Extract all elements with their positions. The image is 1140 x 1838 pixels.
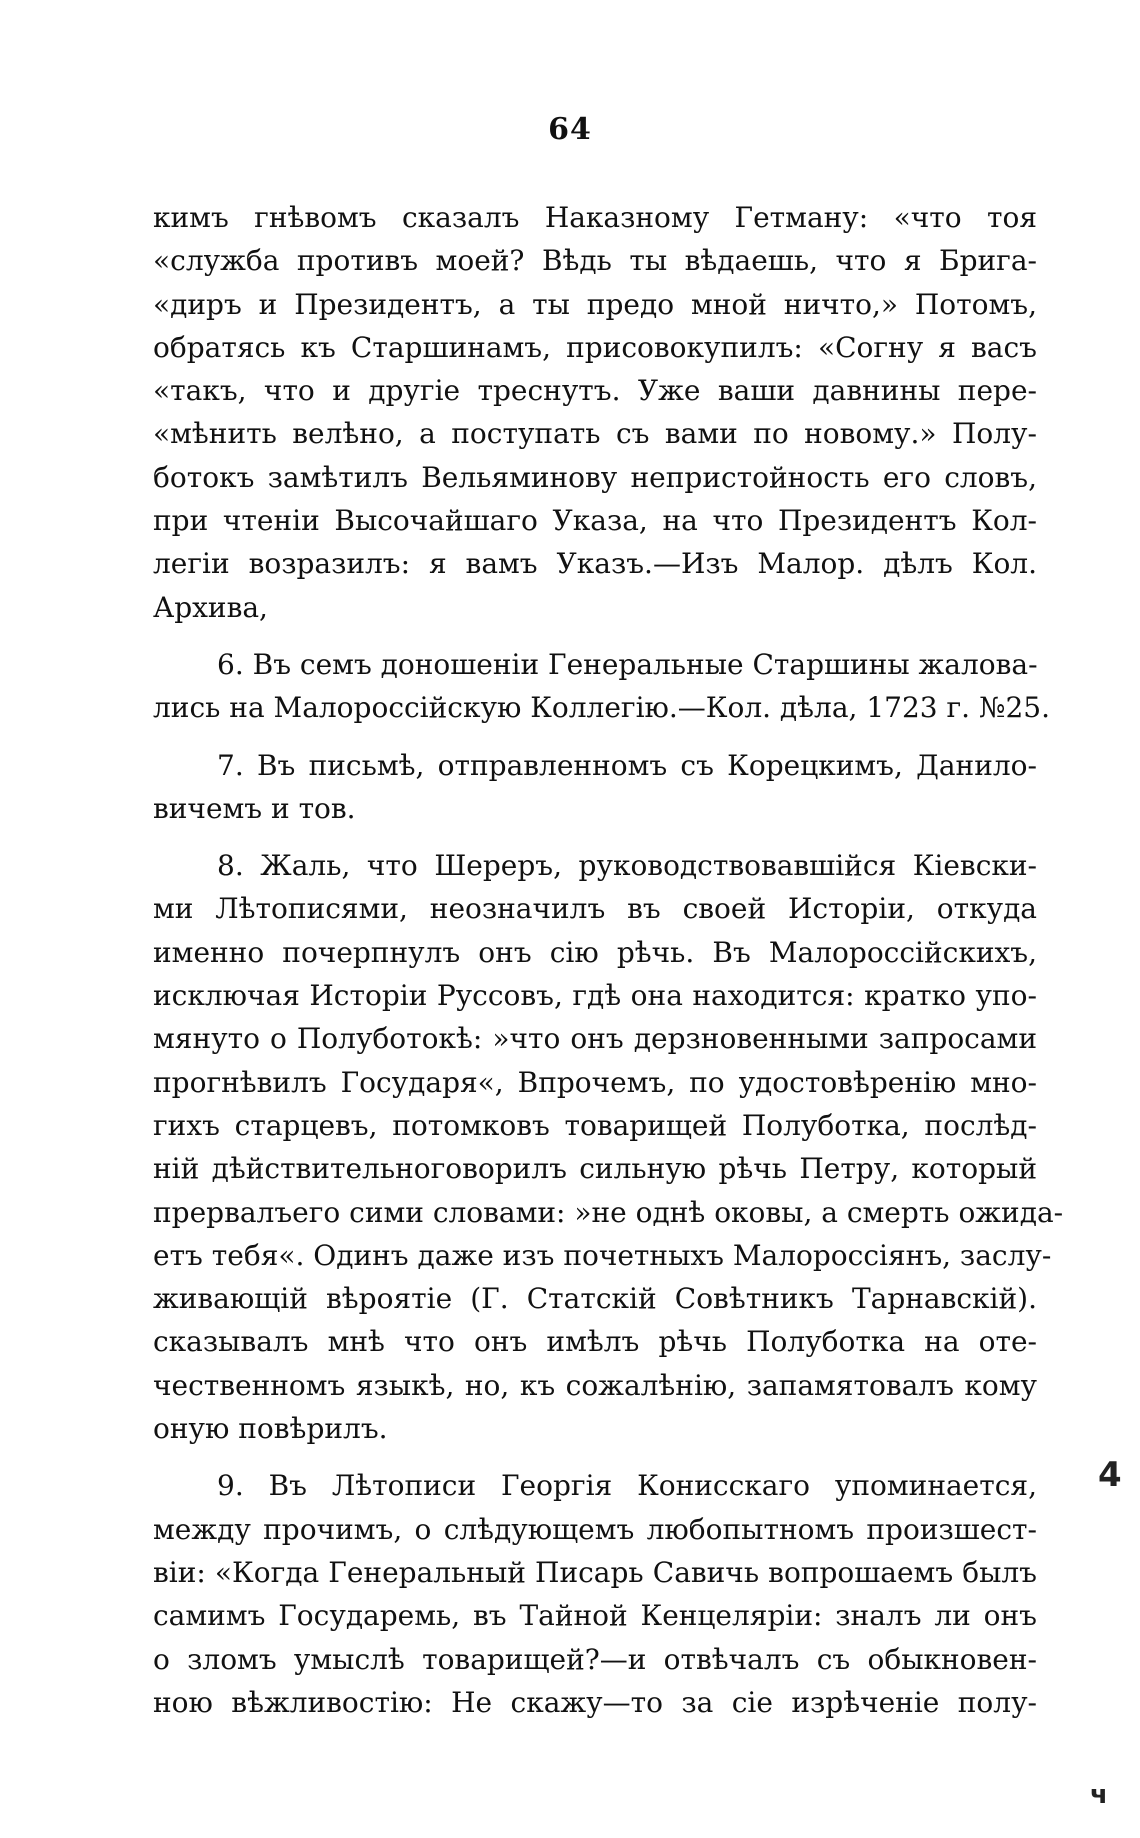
text-line: 7. Въ письмѣ, отправленномъ съ Корецкимъ, Данило- xyxy=(217,748,1037,782)
text-line: кимъ гнѣвомъ сказалъ Наказному Гетману: «что тоя xyxy=(153,201,1037,234)
text-line: ми Лѣтописями, неозначилъ въ своей Исторіи, откуда xyxy=(153,892,1037,926)
text-line: прервалъего сими словами: »не однѣ оковы, а смерть ожида- xyxy=(153,1195,1064,1229)
text-block xyxy=(153,196,1064,1724)
paragraph-gap xyxy=(153,1450,1037,1464)
text-line: лись на Малороссійскую Коллегію.—Кол. дѣла, 1723 г. №25. xyxy=(153,691,1050,725)
text-line: 8. Жаль, что Шереръ, руководствовавшійся Кіевски- xyxy=(217,849,1037,883)
page-number: 64 xyxy=(548,112,592,147)
text-line: живающій вѣроятіе (Г. Статскій Совѣтникъ Тарнавскій). xyxy=(153,1282,1037,1316)
paragraph-gap xyxy=(153,629,1037,643)
text-line: «диръ и Президентъ, а ты предо мной ничто,» Потомъ, xyxy=(153,287,1037,321)
text-line: 9. Въ Лѣтописи Георгія Конисскаго упоминается, xyxy=(217,1469,1037,1503)
text-line: самимъ Государемь, въ Тайной Кенцеляріи: зналъ ли онъ xyxy=(153,1599,1037,1633)
text-line: ботокъ замѣтилъ Вельяминову непристойность его словъ, xyxy=(153,460,1037,494)
text-line: именно почерпнулъ онъ сію рѣчь. Въ Малороссійскихъ, xyxy=(153,935,1037,969)
text-line: чественномъ языкѣ, но, къ сожалѣнію, запамятовалъ кому xyxy=(153,1368,1037,1402)
paragraph-gap xyxy=(153,830,1037,844)
text-line: ною вѣжливостію: Не скажу—то за сіе изрѣченіе полу- xyxy=(153,1685,1037,1719)
edge-mark-top: 4 xyxy=(1098,1455,1122,1495)
text-line: оную повѣрилъ. xyxy=(153,1412,388,1446)
text-line: етъ тебя«. Одинъ даже изъ почетныхъ Малороссіянъ, заслу- xyxy=(153,1238,1052,1272)
text-line: мянуто о Полуботокѣ: »что онъ дерзновенными запросами xyxy=(153,1022,1037,1056)
text-line: обратясь къ Старшинамъ, присовокупилъ: «Согну я васъ xyxy=(153,330,1037,364)
text-line: сказывалъ мнѣ что онъ имѣлъ рѣчь Полуботка на оте- xyxy=(153,1325,1037,1359)
text-line: о зломъ умыслѣ товарищей?—и отвѣчалъ съ обыкновен- xyxy=(153,1642,1037,1676)
text-line: гихъ старцевъ, потомковъ товарищей Полуботка, послѣд- xyxy=(153,1108,1037,1142)
text-line: «такъ, что и другіе треснутъ. Уже ваши давнины пере- xyxy=(153,374,1037,408)
text-line: между прочимъ, о слѣдующемъ любопытномъ произшест- xyxy=(153,1512,1037,1546)
edge-mark-bottom: ч xyxy=(1090,1780,1108,1810)
text-line: исключая Исторіи Руссовъ, гдѣ она находится: кратко упо- xyxy=(153,979,1037,1013)
text-line: віи: «Когда Генеральный Писарь Савичь вопрошаемъ былъ xyxy=(153,1555,1037,1589)
text-line: «служба противъ моей? Вѣдь ты вѣдаешь, что я Брига- xyxy=(153,244,1037,278)
text-line: Архива, xyxy=(153,590,268,624)
text-line: прогнѣвилъ Государя«, Впрочемъ, по удостовѣренію мно- xyxy=(153,1065,1037,1099)
paragraph-gap xyxy=(153,730,1037,744)
text-line: ній дѣйствительноговорилъ сильную рѣчь Петру, который xyxy=(153,1152,1037,1186)
text-line: 6. Въ семъ доношеніи Генеральные Старшины жалова- xyxy=(217,647,1038,681)
text-line: при чтеніи Высочайшаго Указа, на что Президентъ Кол- xyxy=(153,504,1037,538)
text-line: легіи возразилъ: я вамъ Указъ.—Изъ Малор. дѣлъ Кол. xyxy=(153,547,1037,581)
text-line: «мѣнить велѣно, а поступать съ вами по новому.» Полу- xyxy=(153,417,1037,451)
text-line: вичемъ и тов. xyxy=(153,791,356,825)
